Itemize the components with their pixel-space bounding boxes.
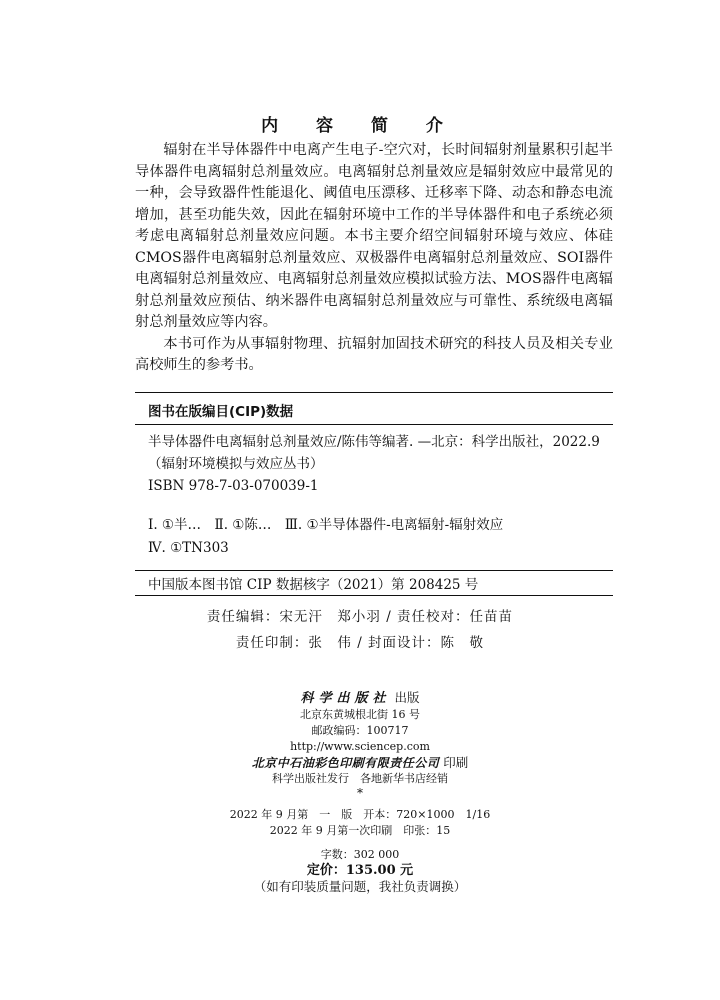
summary-title: 内 容 简 介 — [261, 116, 459, 136]
cip-end-rule — [135, 595, 613, 596]
printer-name: 北京中石油彩色印刷有限责任公司 — [251, 756, 440, 770]
summary-paragraph: 本书可作为从事辐射物理、抗辐射加固技术研究的科技人员及相关专业高校师生的参考书。 — [135, 335, 613, 373]
cip-bottom-rule — [135, 570, 613, 571]
word-count: 字数：302 000 — [320, 848, 400, 861]
editor-credits — [0, 604, 720, 656]
printer-line — [0, 755, 720, 771]
separator-star: * — [357, 786, 363, 800]
publisher-suffix: 出版 — [394, 690, 420, 705]
summary-paragraph: 辐射在半导体器件中电离产生电子-空穴对，长时间辐射剂量累积引起半导体器件电离辐射总剂量效应。电离辐射总剂量效应是辐射效应中最常见的一种，会导致器件性能退化、阈值电压漂移、迁移率下降、动态和静态电流增加，甚至功能失效，因此在辐射环境中工作的半导体器件和电子系统必须考虑电离辐射总剂量效应问题。本书主要介绍空间辐射环境与效应、体硅CMOS器件电离辐射总剂量效应、双极器件电离辐射总剂量效应、SOI器件电离辐射总剂量效应、电离辐射总剂量效应模拟试验方法、MOS器件电离辐射总剂量效应预估、纳米器件电离辐射总剂量效应与可靠性、系统级电离辐射总剂量效应等内容。 — [135, 142, 613, 330]
price-line: 定价：135.00 元 — [306, 863, 414, 878]
cip-record-line: 半导体器件电离辐射总剂量效应/陈伟等编著. —北京：科学出版社，2022.9 — [148, 434, 600, 450]
publisher-postcode: 邮政编码：100717 — [311, 724, 409, 737]
colophon — [0, 690, 720, 895]
cip-classification-line: Ⅰ. ①半… Ⅱ. ①陈… Ⅲ. ①半导体器件-电离辐射-辐射效应 — [148, 517, 504, 533]
cip-heading: 图书在版编目(CIP)数据 — [148, 404, 294, 420]
quality-note: （如有印装质量问题，我社负责调换） — [253, 879, 467, 894]
cip-classification-line: Ⅳ. ①TN303 — [148, 540, 229, 556]
distribution-line: 科学出版社发行 各地新华书店经销 — [272, 772, 448, 785]
printer-suffix: 印刷 — [443, 755, 469, 770]
cip-classification — [148, 514, 613, 560]
cip-top-rule — [135, 392, 613, 393]
publisher-website: http://www.sciencep.com — [290, 740, 430, 753]
publisher-name: 科学出版社 — [300, 691, 391, 706]
cip-data-number: 中国版本图书馆 CIP 数据核字（2021）第 208425 号 — [148, 577, 479, 593]
printing-line: 2022 年 9 月第一次印刷 印张：15 — [269, 824, 451, 837]
edition-line: 2022 年 9 月第 一 版 开本：720×1000 1/16 — [229, 808, 491, 821]
editor-line: 责任编辑：宋无汗 郑小羽 / 责任校对：任苗苗 — [206, 609, 514, 625]
publisher-line — [0, 690, 720, 707]
publisher-address: 北京东黄城根北街 16 号 — [300, 708, 420, 721]
cip-record — [148, 431, 613, 497]
cip-isbn: ISBN 978-7-03-070039-1 — [148, 478, 319, 494]
summary-body — [135, 140, 613, 377]
cip-series-line: （辐射环境模拟与效应丛书） — [148, 456, 324, 472]
editor-line: 责任印制：张 伟 / 封面设计：陈 敬 — [235, 635, 485, 651]
cip-heading-rule — [135, 424, 613, 425]
